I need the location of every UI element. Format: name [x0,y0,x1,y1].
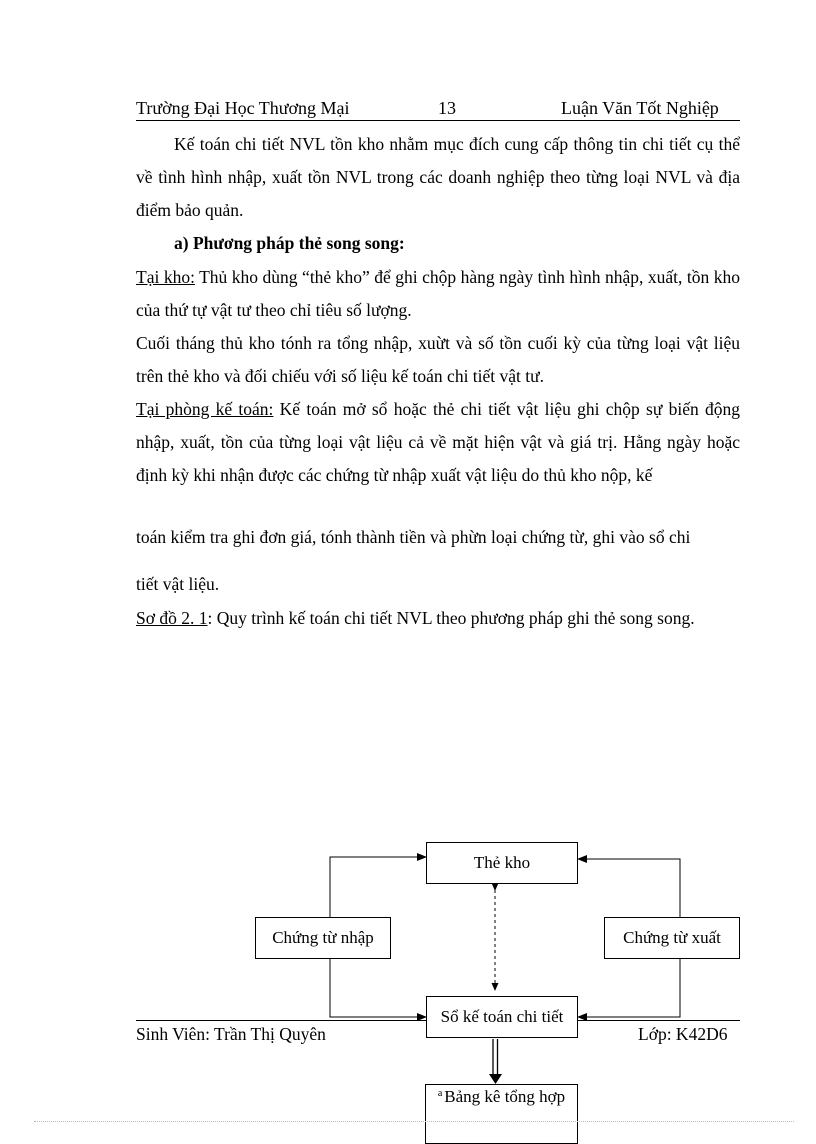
tai-kho-label: Tại kho: [136,267,195,287]
page-number: 13 [438,98,456,118]
box-chung-tu-nhap: Chứng từ nhập [255,917,391,959]
arrow-nhap-to-the-kho [330,857,426,917]
box-so-ke-toan-chi-tiet: Sổ kế toán chi tiết [426,996,578,1038]
method-heading: a) Phương pháp thẻ song song: [174,233,405,253]
diagram-caption-text: : Quy trình kế toán chi tiết NVL theo phương pháp ghi thẻ song song. [207,608,695,628]
footer-student: Sinh Viên: Trần Thị Quyên [136,1024,326,1044]
phong-ke-toan-label: Tại phòng kế toán: [136,399,274,419]
tiet-vat-lieu-line: tiết vật liệu. [136,574,220,594]
footer-class: Lớp: K42D6 [638,1024,728,1044]
arrow-nhap-to-so-ke-toan [330,959,426,1017]
phong-ke-toan-text: Kế toán mở sổ hoặc thẻ chi tiết vật liệu ghi chộp sự biến động nhập, xuất, tồn của từng loại vật liệu cả về mặt hiện vật và giá trị. Hằng ngày hoặc định kỳ khi nhận được các chứng từ nhập xuất vật liệu do thủ kho nộp, kế [136,399,740,485]
cuoi-thang-paragraph: Cuối tháng thủ kho tónh ra tổng nhập, xuừt và số tồn cuối kỳ của từng loại vật liệu trên thẻ kho và đối chiếu với số liệu kế toán chi tiết vật tư. [136,333,740,386]
bang-ke-label: Bảng kê tổng hợp [444,1087,566,1106]
arrow-xuat-to-the-kho [578,859,680,917]
page-edge-dotted [34,1121,794,1122]
intro-paragraph: Kế toán chi tiết NVL tồn kho nhằm mục đích cung cấp thông tin chi tiết cụ thể về tình hình nhập, xuất tồn NVL trong các doanh nghiệp theo từng loại NVL và địa điểm bảo quản. [136,134,740,220]
box-chung-tu-xuat: Chứng từ xuất [604,917,740,959]
arrow-xuat-to-so-ke-toan [578,959,680,1017]
box-bang-ke-tong-hop [425,1084,578,1144]
header-thesis-title: Luận Văn Tốt Nghiệp [561,98,719,118]
tai-kho-text: Thủ kho dùng “thẻ kho” để ghi chộp hàng ngày tình hình nhập, xuất, tồn kho của thứ tự vật tư theo chỉ tiêu số lượng. [136,267,740,320]
box-the-kho: Thẻ kho [426,842,578,884]
double-arrow-head [489,1074,502,1084]
bang-ke-marker: a [437,1088,443,1099]
header-school: Trường Đại Học Thương Mại [136,98,350,118]
ke-toan-kiem-tra-paragraph: toán kiểm tra ghi đơn giá, tónh thành tiền và phừn loại chứng từ, ghi vào sổ chi [136,527,691,547]
diagram-label: Sơ đồ 2. 1 [136,608,208,628]
